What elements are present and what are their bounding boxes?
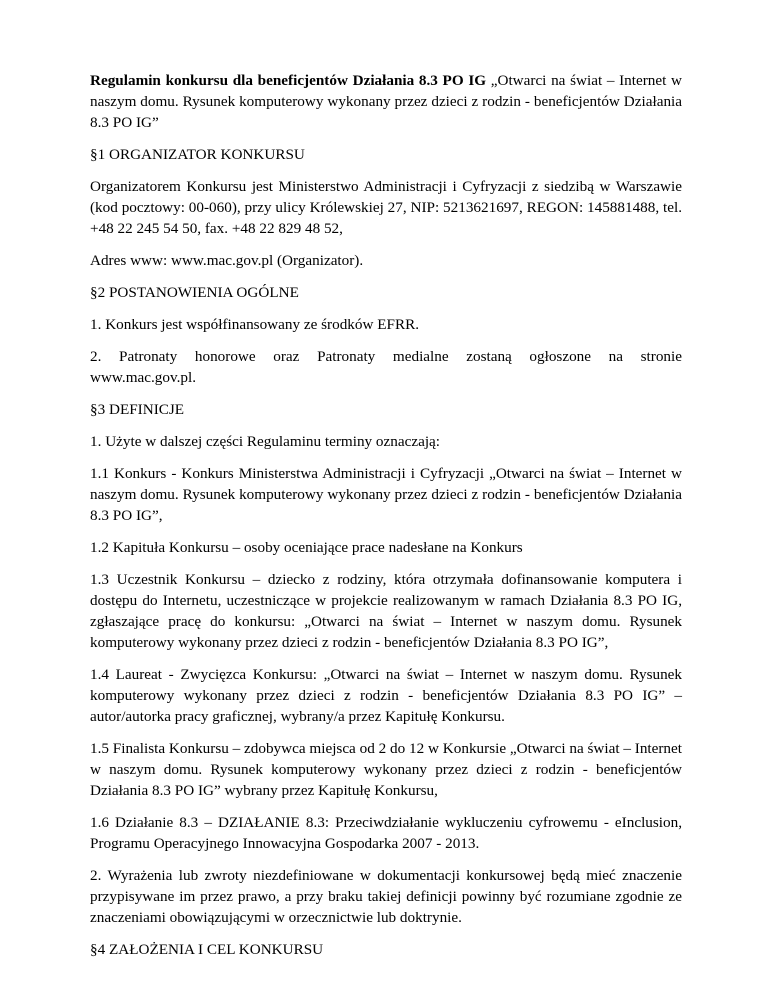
document-title bbox=[90, 70, 682, 133]
section-1-organizer-paragraph: Organizatorem Konkursu jest Ministerstwo Administracji i Cyfryzacji z siedzibą w Warszawie (kod pocztowy: 00-060), przy ulicy Królewskiej 27, NIP: 5213621697, REGON: 145881488, tel. +48 22 245 54 50, fax. +48 22 829 48 52, bbox=[90, 178, 682, 237]
section-2-item-2-end: www.mac.gov.pl. bbox=[90, 369, 197, 386]
section-2-item-2-line: 2. Patronaty honorowe oraz Patronaty medialne zostaną ogłoszone na stronie bbox=[90, 348, 682, 365]
section-2-heading: §2 POSTANOWIENIA OGÓLNE bbox=[90, 284, 299, 301]
document-page bbox=[90, 70, 682, 971]
section-3-definition-1-2: 1.2 Kapituła Konkursu – osoby oceniające prace nadesłane na Konkurs bbox=[90, 539, 523, 556]
document-title-bold: Regulamin konkursu dla beneficjentów Działania 8.3 PO IG bbox=[90, 72, 487, 89]
section-1-heading: §1 ORGANIZATOR KONKURSU bbox=[90, 146, 305, 163]
section-1-website-paragraph: Adres www: www.mac.gov.pl (Organizator). bbox=[90, 252, 364, 269]
section-3-definition-1-1: 1.1 Konkurs - Konkurs Ministerstwa Administracji i Cyfryzacji „Otwarci na świat – Internet w naszym domu. Rysunek komputerowy wykonany przez dzieci z rodzin - beneficjentów Działania 8.3 PO IG”, bbox=[90, 465, 682, 524]
document-title-rest: „Otwarci na świat – Internet w naszym domu. Rysunek komputerowy wykonany przez dzieci z rodzin - beneficjentów Działania 8.3 PO IG” bbox=[90, 72, 682, 131]
section-3-heading: §3 DEFINICJE bbox=[90, 401, 185, 418]
section-2-item-1: 1. Konkurs jest współfinansowany ze środków EFRR. bbox=[90, 316, 420, 333]
section-3-definition-1-3: 1.3 Uczestnik Konkursu – dziecko z rodziny, która otrzymała dofinansowanie komputera i dostępu do Internetu, uczestniczące w projekcie realizowanym w ramach Działania 8.3 PO IG, zgłaszające pracę do konkursu: „Otwarci na świat – Internet w naszym domu. Rysunek komputerowy wykonany przez dzieci z rodzin - beneficjentów Działania 8.3 PO IG”, bbox=[90, 571, 682, 651]
section-3-item-1: 1. Użyte w dalszej części Regulaminu terminy oznaczają: bbox=[90, 433, 441, 450]
section-3-item-2: 2. Wyrażenia lub zwroty niezdefiniowane w dokumentacji konkursowej będą mieć znaczenie przypisywane im przez prawo, a przy braku takiej definicji powinny być rozumiane zgodnie ze znaczeniami obowiązującymi w orzecznictwie lub doktrynie. bbox=[90, 867, 682, 926]
section-4-heading: §4 ZAŁOŻENIA I CEL KONKURSU bbox=[90, 941, 324, 958]
section-3-definition-1-5: 1.5 Finalista Konkursu – zdobywca miejsca od 2 do 12 w Konkursie „Otwarci na świat – Internet w naszym domu. Rysunek komputerowy wykonany przez dzieci z rodzin - beneficjentów Działania 8.3 PO IG” wybrany przez Kapitułę Konkursu, bbox=[90, 740, 682, 799]
section-3-definition-1-6: 1.6 Działanie 8.3 – DZIAŁANIE 8.3: Przeciwdziałanie wykluczeniu cyfrowemu - eInclusion, Programu Operacyjnego Innowacyjna Gospodarka 2007 - 2013. bbox=[90, 814, 682, 852]
section-3-definition-1-4: 1.4 Laureat - Zwycięzca Konkursu: „Otwarci na świat – Internet w naszym domu. Rysunek komputerowy wykonany przez dzieci z rodzin - beneficjentów Działania 8.3 PO IG” – autor/autorka pracy graficznej, wybrany/a przez Kapitułę Konkursu. bbox=[90, 666, 682, 725]
section-2-item-2 bbox=[90, 346, 682, 388]
